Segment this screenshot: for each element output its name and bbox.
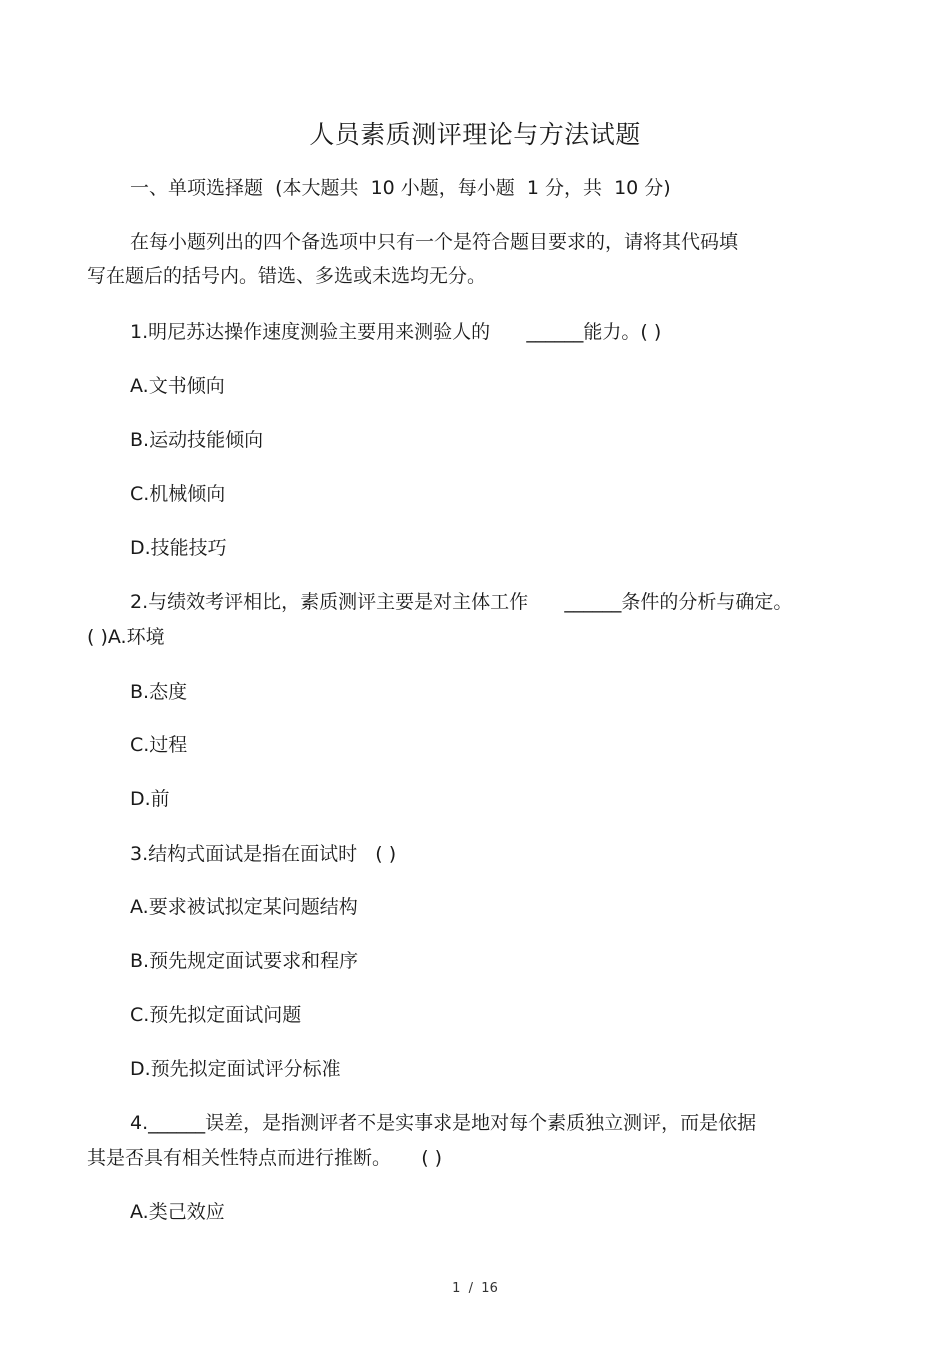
page-number: 1 / 16	[452, 1281, 498, 1296]
question-3-option-c: C.预先拟定面试问题	[130, 1004, 302, 1026]
question-3-stem: 3.结构式面试是指在面试时 ( )	[130, 843, 397, 865]
question-4-stem-line-1: 4.______误差，是指测评者不是实事求是地对每个素质独立测评，而是依据	[130, 1112, 757, 1134]
question-2-option-c: C.过程	[130, 734, 188, 756]
question-2-stem-line-2: ( )A.环境	[87, 626, 165, 648]
question-4-option-a: A.类己效应	[130, 1201, 225, 1223]
question-1-option-b: B.运动技能倾向	[130, 429, 264, 451]
question-2-option-d: D.前	[130, 788, 170, 810]
question-2-option-b: B.态度	[130, 681, 188, 703]
question-1-option-c: C.机械倾向	[130, 483, 226, 505]
instructions-line-1: 在每小题列出的四个备选项中只有一个是符合题目要求的，请将其代码填	[130, 231, 739, 253]
question-2-stem-line-1: 2.与绩效考评相比，素质测评主要是对主体工作 ______条件的分析与确定。	[130, 591, 793, 613]
section-heading: 一、单项选择题 (本大题共 10 小题，每小题 1 分，共 10 分)	[130, 177, 671, 199]
question-3-option-d: D.预先拟定面试评分标准	[130, 1058, 341, 1080]
question-1-option-a: A.文书倾向	[130, 375, 225, 397]
question-3-option-a: A.要求被试拟定某问题结构	[130, 896, 358, 918]
instructions-line-2: 写在题后的括号内。错选、多选或未选均无分。	[87, 265, 487, 287]
question-1-option-d: D.技能技巧	[130, 537, 227, 559]
question-3-option-b: B.预先规定面试要求和程序	[130, 950, 359, 972]
question-1-stem: 1.明尼苏达操作速度测验主要用来测验人的 ______能力。( )	[130, 321, 662, 343]
question-4-stem-line-2: 其是否具有相关性特点而进行推断。 ( )	[87, 1147, 443, 1169]
page-title: 人员素质测评理论与方法试题	[309, 120, 641, 149]
